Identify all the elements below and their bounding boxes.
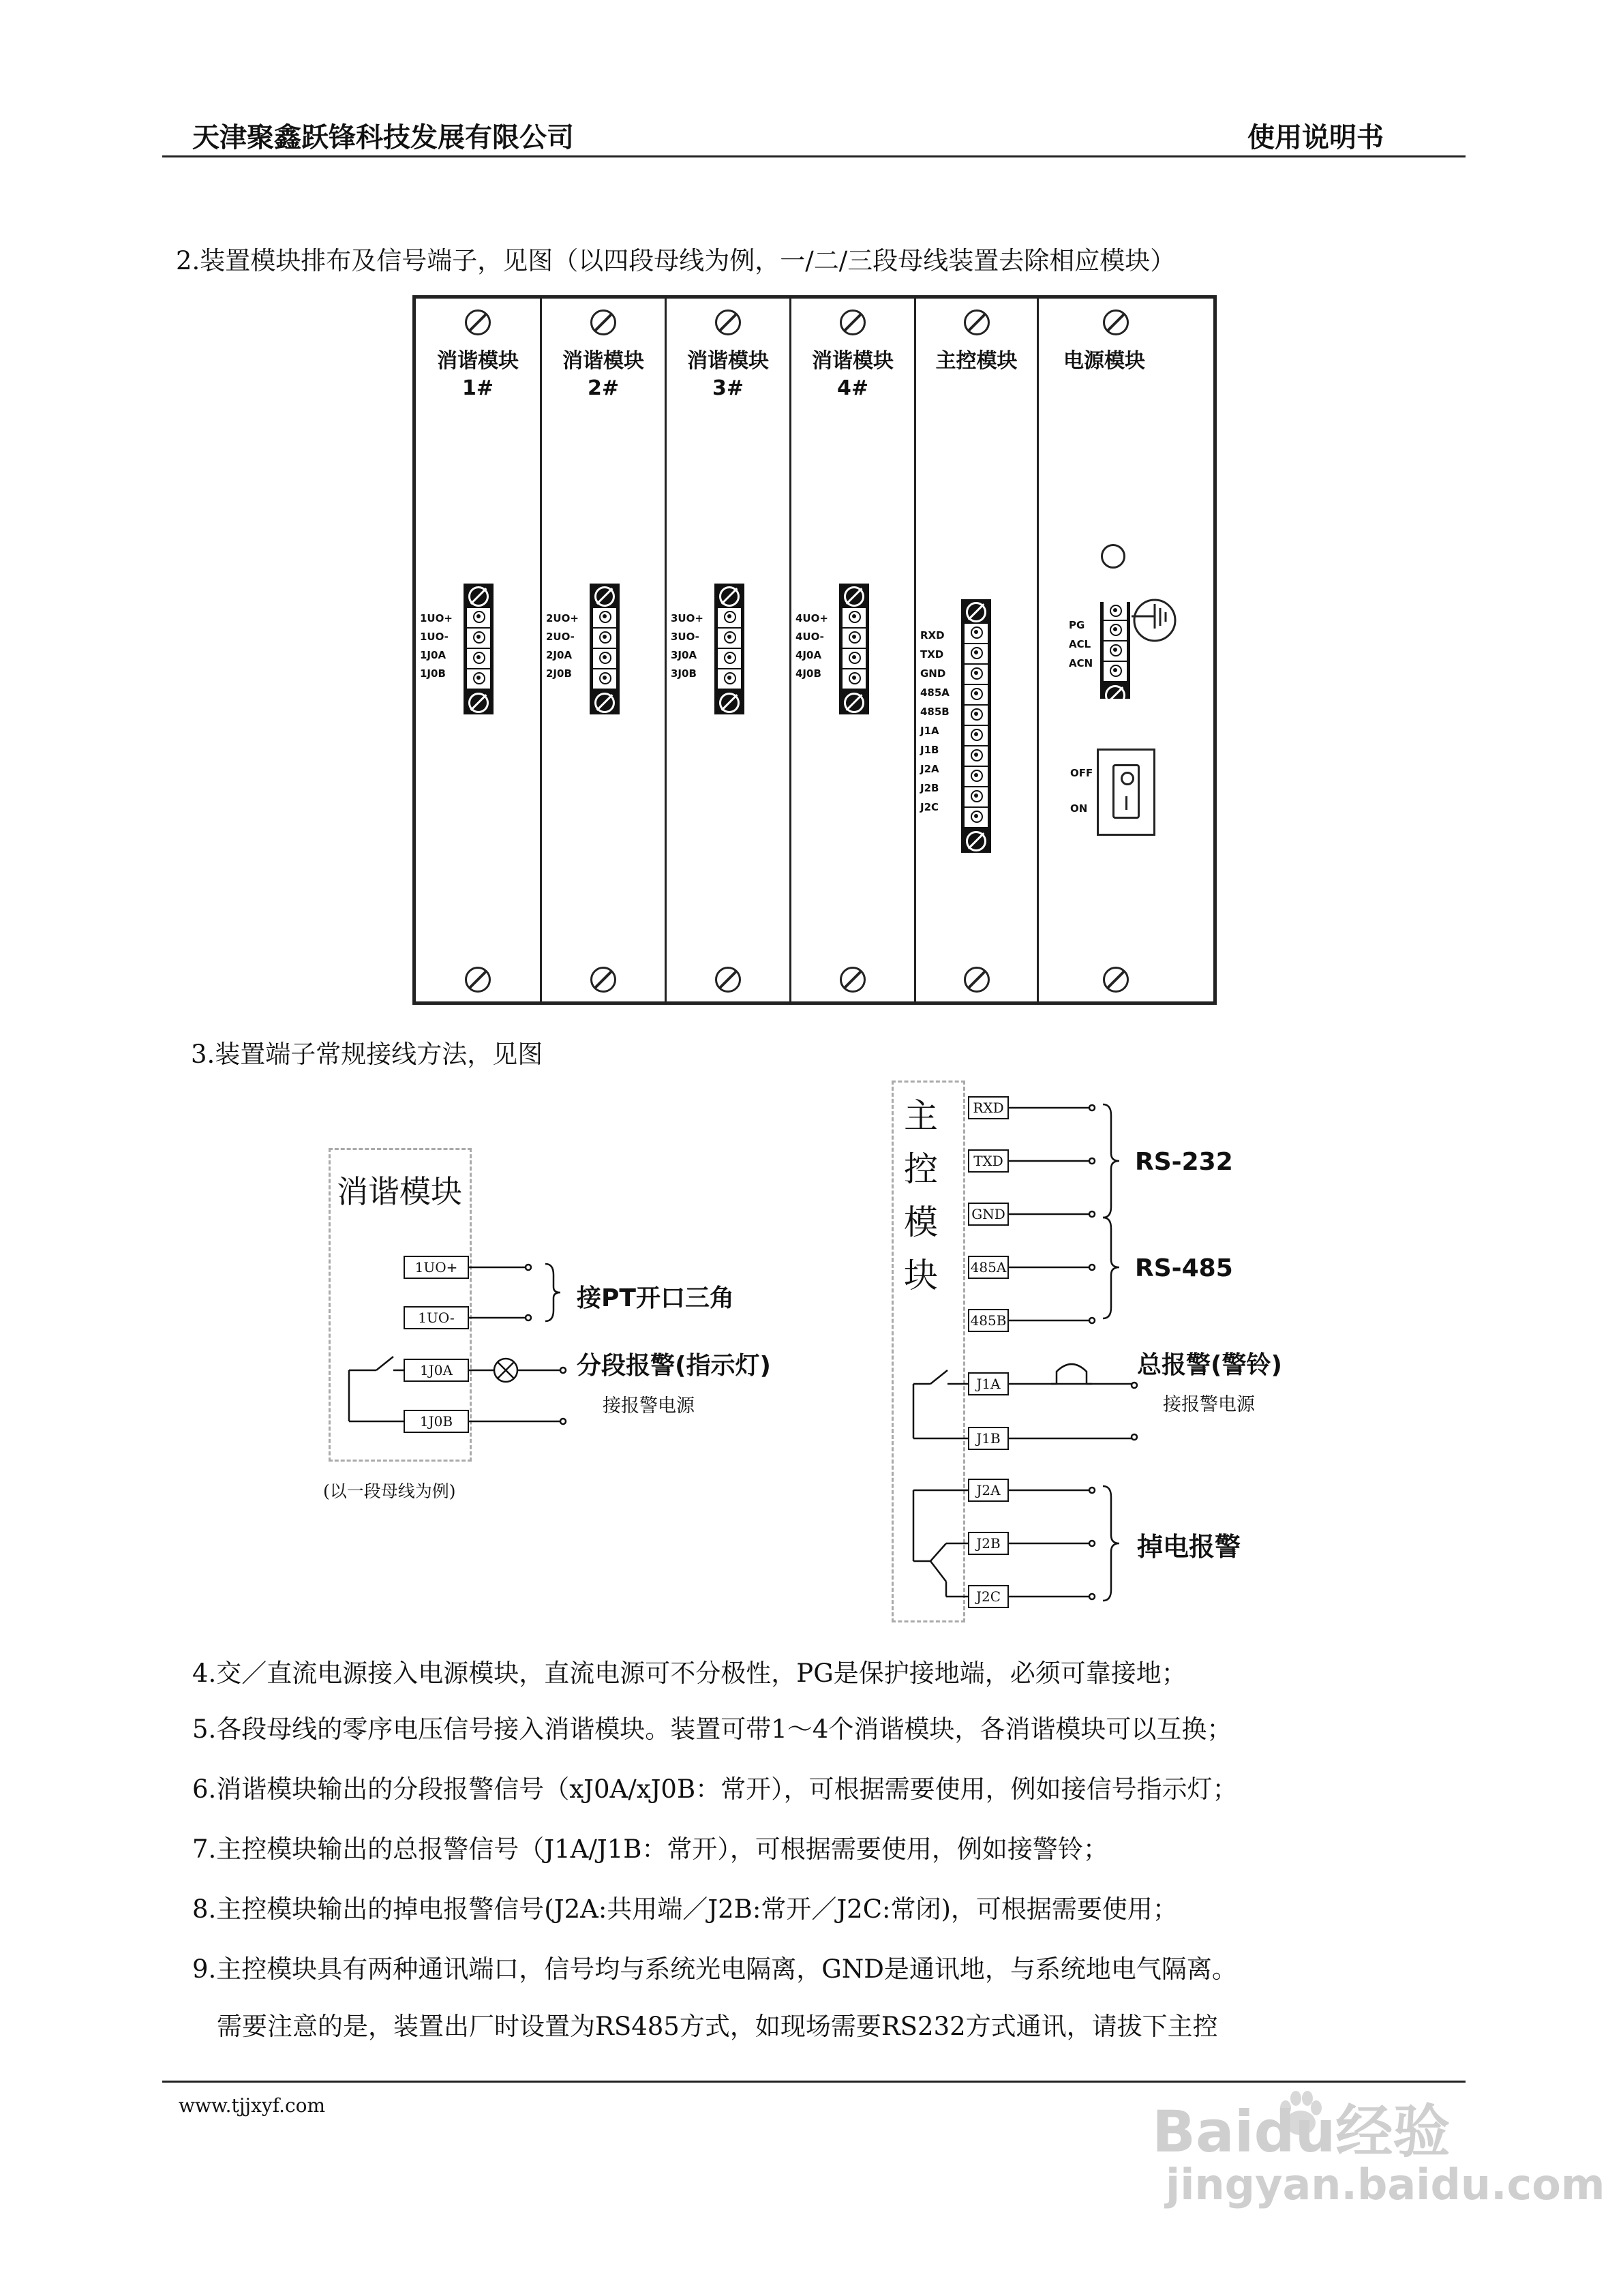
terminal-label: 485A	[920, 686, 950, 699]
terminal-block	[590, 584, 620, 714]
terminal-label: 1UO-	[420, 631, 449, 643]
footer-rule	[162, 2081, 1466, 2083]
terminal-label: 3UO-	[671, 631, 699, 643]
screw-icon	[465, 967, 491, 993]
label-rs232: RS-232	[1135, 1148, 1233, 1176]
document-type: 使用说明书	[1247, 122, 1384, 153]
module-xx4	[791, 299, 916, 1001]
item-9-continued: 需要注意的是，装置出厂时设置为RS485方式，如现场需要RS232方式通讯，请拔下主控	[217, 2012, 1218, 2041]
label-rs485: RS-485	[1135, 1254, 1233, 1282]
terminal-block	[961, 599, 991, 853]
terminal-485a: 485A	[968, 1256, 1009, 1279]
terminal-1j0a: 1J0A	[404, 1359, 469, 1382]
screw-icon	[590, 309, 616, 335]
main-control-title-char: 主	[904, 1096, 938, 1136]
terminal-label: 1J0A	[420, 649, 446, 661]
section3-caption: 3.装置端子常规接线方法，见图	[191, 1040, 543, 1069]
terminal-label: J1A	[920, 725, 939, 737]
module-title: 电源模块	[1063, 349, 1145, 373]
terminal-label: 3UO+	[671, 612, 703, 624]
terminal-j1a: J1A	[968, 1372, 1009, 1395]
item-5: 5.各段母线的零序电压信号接入消谐模块。装置可带1～4个消谐模块，各消谐模块可以互换；	[192, 1715, 1232, 1744]
label-total-alarm: 总报警(警铃)	[1137, 1351, 1282, 1379]
ground-icon	[1132, 597, 1179, 645]
label-alarm-power: 接报警电源	[603, 1395, 695, 1417]
switch-on-label: ON	[1070, 802, 1088, 815]
terminal-label: 3J0A	[671, 649, 697, 661]
terminal-label: 4UO-	[795, 631, 824, 643]
terminal-label: ACL	[1069, 638, 1091, 650]
screw-icon	[964, 967, 990, 993]
screw-icon	[840, 967, 866, 993]
terminal-485b: 485B	[968, 1309, 1009, 1332]
watermark-brand: Baidu经验	[1152, 2098, 1451, 2165]
screw-icon	[1103, 967, 1129, 993]
terminal-block	[839, 584, 869, 714]
terminal-label: TXD	[920, 648, 944, 661]
power-switch[interactable]	[1097, 749, 1155, 836]
terminal-label: 4J0A	[795, 649, 822, 661]
terminal-label: 4J0B	[795, 667, 821, 680]
module-xx3	[667, 299, 791, 1001]
screw-icon	[964, 309, 990, 335]
label-segment-alarm: 分段报警(指示灯)	[577, 1352, 771, 1380]
company-name: 天津聚鑫跃锋科技发展有限公司	[192, 122, 574, 153]
item-9: 9.主控模块具有两种通讯端口，信号均与系统光电隔离，GND是通讯地，与系统地电气隔离。	[192, 1954, 1237, 1984]
screw-icon	[840, 309, 866, 335]
item-7: 7.主控模块输出的总报警信号（J1A/J1B：常开），可根据需要使用，例如接警铃；	[192, 1834, 1108, 1864]
module-title: 消谐模块	[687, 349, 769, 373]
terminal-label: 1UO+	[420, 612, 453, 624]
terminal-block	[1100, 602, 1130, 699]
terminal-label: 3J0B	[671, 667, 697, 680]
terminal-label: 2J0B	[546, 667, 572, 680]
terminal-label: J2B	[920, 782, 939, 794]
main-control-title-char: 模	[904, 1203, 938, 1242]
terminal-label: J2A	[920, 763, 939, 775]
switch-off-label: OFF	[1070, 767, 1093, 779]
screw-icon	[465, 309, 491, 335]
module-panel	[412, 295, 1217, 1005]
terminal-label: PG	[1069, 619, 1085, 631]
watermark-url: jingyan.baidu.com	[1166, 2160, 1605, 2209]
terminal-label: 2J0A	[546, 649, 573, 661]
terminal-label: ACN	[1069, 657, 1093, 669]
label-pt-triangle: 接PT开口三角	[577, 1284, 734, 1312]
module-xx2	[542, 299, 667, 1001]
terminal-gnd: GND	[968, 1203, 1009, 1226]
header-rule	[162, 155, 1466, 157]
terminal-block	[464, 584, 494, 714]
item-4: 4.交／直流电源接入电源模块，直流电源可不分极性，PG是保护接地端，必须可靠接地；	[192, 1659, 1187, 1688]
terminal-label: J1B	[920, 744, 939, 756]
terminal-j2c: J2C	[968, 1585, 1009, 1608]
module-title: 主控模块	[935, 349, 1018, 373]
terminal-label: 2UO-	[546, 631, 575, 643]
terminal-label: 2UO+	[546, 612, 579, 624]
indicator-led-icon	[1101, 544, 1125, 569]
terminal-label: GND	[920, 667, 946, 680]
module-power	[1039, 299, 1213, 1001]
terminal-label: J2C	[920, 801, 939, 813]
terminal-j1b: J1B	[968, 1427, 1009, 1450]
terminal-j2b: J2B	[968, 1532, 1009, 1555]
terminal-j2a: J2A	[968, 1479, 1009, 1502]
xx-module-title: 消谐模块	[337, 1173, 462, 1210]
diagram-note: (以一段母线为例)	[323, 1481, 456, 1501]
terminal-label: RXD	[920, 629, 945, 641]
section2-caption: 2.装置模块排布及信号端子，见图（以四段母线为例，一/二/三段母线装置去除相应模块）	[176, 246, 1176, 275]
module-title: 消谐模块	[812, 349, 894, 373]
main-control-title-char: 控	[904, 1149, 938, 1189]
switch-on-mark-icon	[1125, 796, 1127, 810]
screw-icon	[1103, 309, 1129, 335]
terminal-1j0b: 1J0B	[404, 1410, 469, 1433]
item-6: 6.消谐模块输出的分段报警信号（xJ0A/xJ0B：常开），可根据需要使用，例如接信号指示灯；	[192, 1774, 1238, 1804]
label-power-loss-alarm: 掉电报警	[1137, 1532, 1241, 1562]
screw-icon	[590, 967, 616, 993]
module-number: 3#	[712, 376, 744, 400]
terminal-txd: TXD	[968, 1149, 1009, 1173]
item-8: 8.主控模块输出的掉电报警信号(J2A:共用端／J2B:常开／J2C:常闭)，可根据需要使用；	[192, 1894, 1178, 1924]
module-number: 1#	[461, 376, 494, 400]
screw-icon	[715, 967, 741, 993]
switch-off-mark-icon	[1121, 772, 1134, 785]
footer-url: www.tjjxyf.com	[179, 2094, 326, 2117]
terminal-rxd: RXD	[968, 1096, 1009, 1119]
module-number: 2#	[587, 376, 619, 400]
module-main-control	[916, 299, 1039, 1001]
terminal-label: 1J0B	[420, 667, 446, 680]
module-number: 4#	[836, 376, 868, 400]
terminal-1uo-minus: 1UO-	[404, 1306, 469, 1329]
module-xx1	[416, 299, 542, 1001]
module-title: 消谐模块	[562, 349, 644, 373]
label-alarm-power: 接报警电源	[1163, 1394, 1255, 1415]
main-control-title-char: 块	[904, 1256, 938, 1295]
terminal-block	[714, 584, 744, 714]
terminal-1uo-plus: 1UO+	[404, 1256, 469, 1279]
terminal-label: 4UO+	[795, 612, 828, 624]
screw-icon	[715, 309, 741, 335]
terminal-label: 485B	[920, 706, 950, 718]
module-title: 消谐模块	[437, 349, 519, 373]
